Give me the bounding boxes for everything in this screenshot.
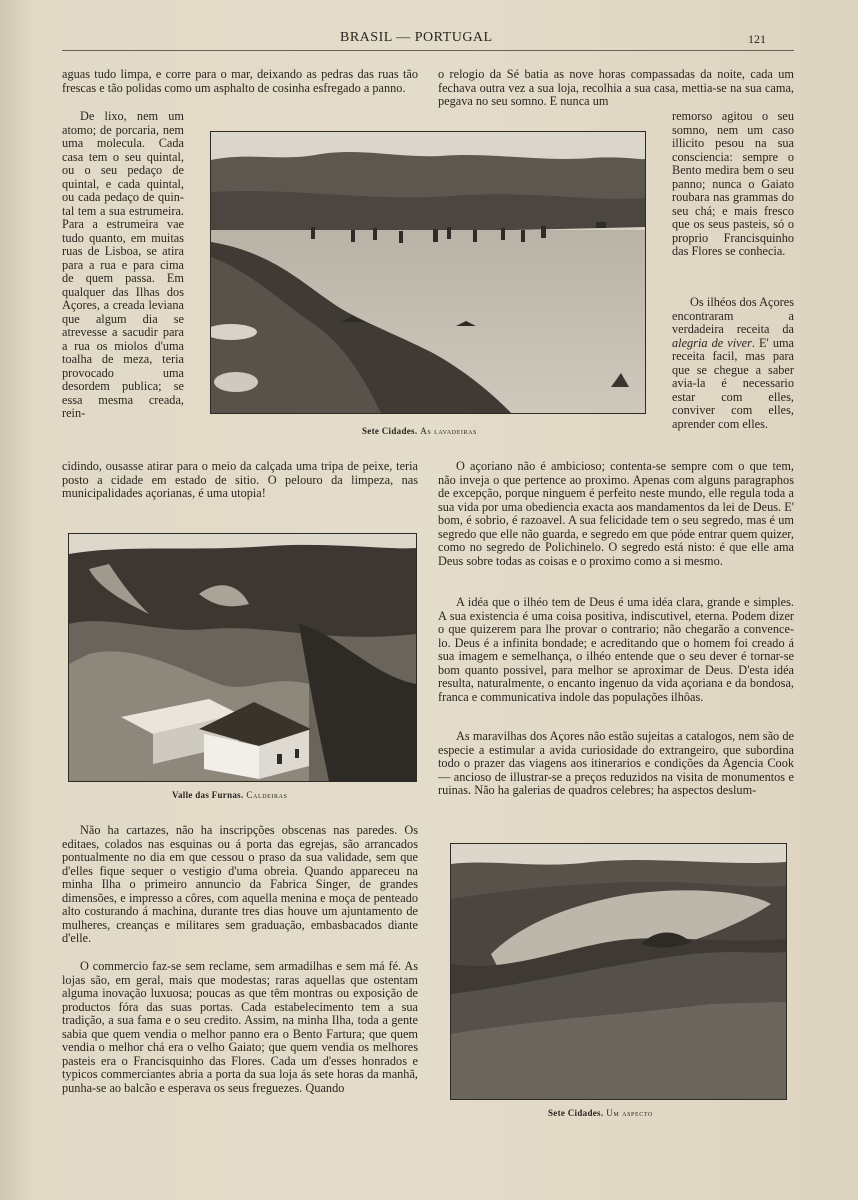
right-ilheos-paragraph: Os ilhéos dos Açores encontraram a verdadeira receita da alegria de viver. E' uma receita facil, mas para que se chegue a saber avia-la é necessario estar com elles, conviver com elles, aprender com elles.: [672, 295, 795, 431]
header-rule: [62, 50, 794, 51]
left-lixo-paragraph-end: cidindo, ousasse atirar para o meio da calçada uma tripa de peixe, teria posto a cidade em estado de sitio. O pelouro da limpeza, nas municipalidades açorianas, é uma utopia!: [62, 459, 418, 500]
right-relogio-paragraph: o relogio da Sé batia as nove horas compassadas da noite, cada um fechava outra vez a sua loja, recolhia a sua casa, mettia-se na sua cama, pegava no seu somno. E nunca um: [438, 67, 794, 108]
photo-valle-das-furnas: [68, 533, 417, 782]
page-header: [0, 30, 858, 48]
photo-lavadeiras: [210, 131, 646, 414]
right-acoriano-paragraph: O açoriano não é ambicioso; contenta-se sempre com o que tem, não inveja o que pertence ao proximo. Apenas com alguns paragraphos de excepção, porque ninguem é perfeito neste mundo, elle regula toda a sua vida por uma obediencia exacta aos mandamentos da lei de Deus. E' bom, é sobrio, é razoavel. A sua felicidade tem o seu segredo, mas é um segredo que elle não guarda, e segredo em que póde entrar quem quizer, como no segredo de Polichinelo. O segredo está nisto: é que elle ama Deus sobre todas as coisas e o proximo como a si mesmo.: [438, 459, 794, 568]
left-lixo-paragraph: De lixo, nem um atomo; de porcaria, nem uma molecula. Cada casa tem o seu quintal, ou o seu pedaço de quintal, e cada quintal, ou cada pedaço de quintal tem a sua estrumeira. Para a estrumeira vae tudo quanto, em muitas ruas de Lisboa, se atira para a rua e para cima de quem passa. Em qualquer das Ilhas dos Açores, a creada leviana que algum dia se atrevesse a sacudir para a rua os miolos d'uma toalha de meza, teria provocado uma desordem publica; se essa mesma creada, rein-: [62, 109, 184, 420]
right-maravilhas-paragraph: As maravilhas dos Açores não estão sujeitas a catalogos, nem são de especie a estimular a avida curiosidade do extrangeiro, que subordina todo o prazer das viagens aos itinerarios e condições da Agencia Cook — ancioso de illustrar-se a preços reduzidos na visita de monumentos e ruinas. Não ha galerias de quadros celebres; ha aspectos deslum-: [438, 729, 794, 797]
page-number: 121: [748, 32, 766, 46]
left-commercio-paragraph: O commercio faz-se sem reclame, sem armadilhas e sem má fé. As lojas são, em geral, mais que modestas; raras aquellas que ostentam alguma inovação luxuosa; poucas as que têm montras ou exposição de productos fóra das suas portas. Cada estabelecimento tem a sua tradição, a sua fama e o seu credito. Assim, na minha Ilha, toda a gente sabia que quem vendia o melhor panno era o Bento Fartura; que quem vendia o melhor chá era o velho Gaiato; que quem vendia os melhores pasteis era o Francisquinho das Flores. Cada um d'esses honrados e typicos commerciantes abria a porta da sua loja ás sete horas da manhã, punha-se ao balcão e esperava os seus freguezes. Quando: [62, 959, 418, 1095]
right-remorso-paragraph: remorso agitou o seu somno, nem um caso illicito pesou na sua consciencia: sempre o Bento medira bem o seu panno; nunca o Gaiato roubara nas grammas do seu chá; e mais fresco que os seus pasteis, só o proprio Francisquinho das Flores se conhecia.: [672, 109, 794, 258]
left-cartazes-paragraph: Não ha cartazes, não ha inscripções obscenas nas paredes. Os editaes, colados nas esquinas ou á porta das egrejas, são arrancados pontualmente no dia em que cessou o praso da sua validade, sem que d'elles fique sequer o vestigio d'uma obreia. Quando appareceu na minha Ilha o primeiro annuncio da Fabrica Singer, de grandes dimensões, e impresso a côres, com aquella menina e moça de penteado alto costurando á machina, durante tres dias houve um ajuntamento de mulheres, creanças e militares sem graduação, embasbacados diante d'elle.: [62, 823, 418, 945]
caption-furnas: Valle das Furnas. Caldeiras: [172, 790, 288, 800]
caption-aspecto: Sete Cidades. Um aspecto: [548, 1108, 653, 1118]
caption-lavadeiras: Sete Cidades. As lavadeiras: [362, 426, 477, 436]
photo-sete-cidades-aspecto: [450, 843, 787, 1100]
left-intro-paragraph: aguas tudo limpa, e corre para o mar, deixando as pedras das ruas tão frescas e tão polidas como um asphalto de cosinha esfregado a panno.: [62, 67, 418, 95]
running-title: BRASIL — PORTUGAL: [340, 30, 493, 45]
right-idea-paragraph: A idéa que o ilhéo tem de Deus é uma idéa clara, grande e simples. A sua existencia é uma coisa positiva, indiscutivel, eterna. Podem dizer o que quizerem para lhe provar o contrario; não chegarão a convence-lo. Deus é a infinita bondade; e acreditando que o homem foi creado á sua imagem e semelhança, o ilhéo entende que o seu dever é tornar-se bom quanto possivel, para melhor se aproximar de Deus. D'esta idéa resulta, naturalmente, o encanto ingenuo da vida açoriana e da bondosa, franca e communicativa indole das populações ilhôas.: [438, 595, 794, 704]
